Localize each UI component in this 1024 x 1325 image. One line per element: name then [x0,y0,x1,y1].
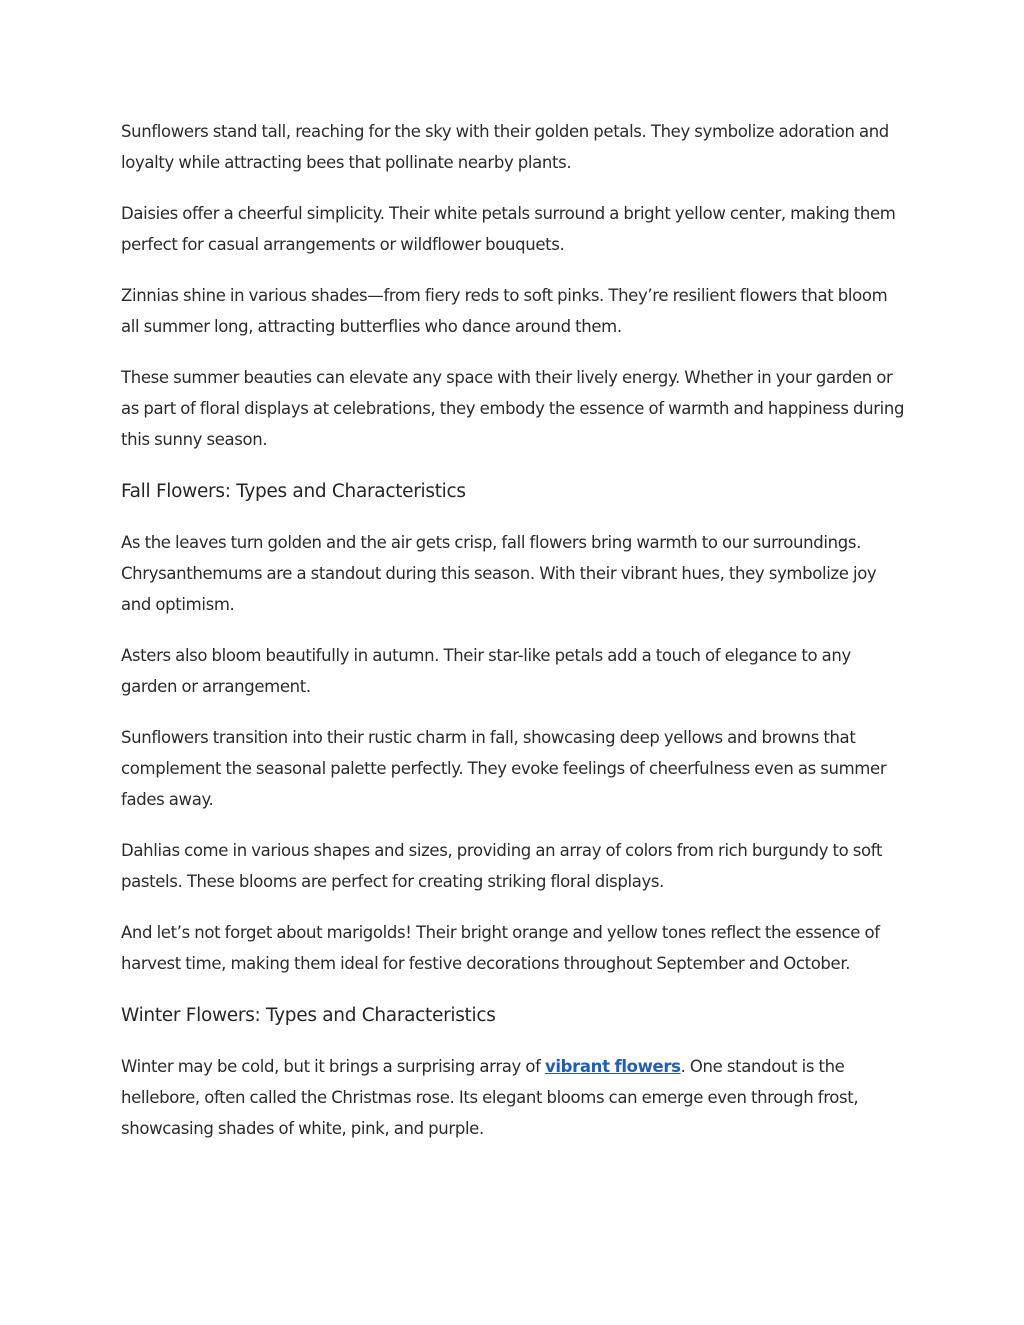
paragraph-sunflowers: Sunflowers stand tall, reaching for the sky with their golden petals. They symbolize adoration and loyalty while attracting bees that pollinate nearby plants. [121,122,889,172]
paragraph-hellebore-text-start: Winter may be cold, but it brings a surprising array of [121,1057,545,1076]
paragraph-summer-beauties: These summer beauties can elevate any space with their lively energy. Whether in your garden or as part of floral displays at celebrations, they embody the essence of warmth and happiness during this sunny season. [121,368,905,449]
paragraph-asters: Asters also bloom beautifully in autumn. Their star-like petals add a touch of elegance to any garden or arrangement. [121,646,851,696]
paragraph-chrysanthemums: As the leaves turn golden and the air gets crisp, fall flowers bring warmth to our surroundings. Chrysanthemums are a standout during this season. With their vibrant hues, they symbolize joy and optimism. [121,533,877,614]
paragraph-daisies: Daisies offer a cheerful simplicity. Their white petals surround a bright yellow center, making them perfect for casual arrangements or wildflower bouquets. [121,204,896,254]
paragraph-fall-sunflowers: Sunflowers transition into their rustic charm in fall, showcasing deep yellows and browns that complement the seasonal palette perfectly. They evoke feelings of cheerfulness even as summer fades away. [121,728,887,809]
vibrant-flowers-link[interactable]: vibrant flowers [544,1057,681,1076]
heading-winter-flowers: Winter Flowers: Types and Characteristics [121,1005,496,1026]
paragraph-dahlias: Dahlias come in various shapes and sizes, providing an array of colors from rich burgundy to soft pastels. These blooms are perfect for creating striking floral displays. [121,841,883,891]
paragraph-hellebore [121,1051,906,1144]
paragraph-marigolds: And let’s not forget about marigolds! Their bright orange and yellow tones reflect the essence of harvest time, making them ideal for festive decorations throughout September and October. [121,923,880,973]
document-body [121,116,906,1164]
paragraph-zinnias: Zinnias shine in various shades—from fiery reds to soft pinks. They’re resilient flowers that bloom all summer long, attracting butterflies who dance around them. [121,286,888,336]
heading-fall-flowers: Fall Flowers: Types and Characteristics [121,481,466,502]
paragraph-hellebore-text-end: . One standout is the hellebore, often called the Christmas rose. Its elegant blooms can emerge even through frost, showcasing shades of white, pink, and purple. [121,1057,859,1138]
